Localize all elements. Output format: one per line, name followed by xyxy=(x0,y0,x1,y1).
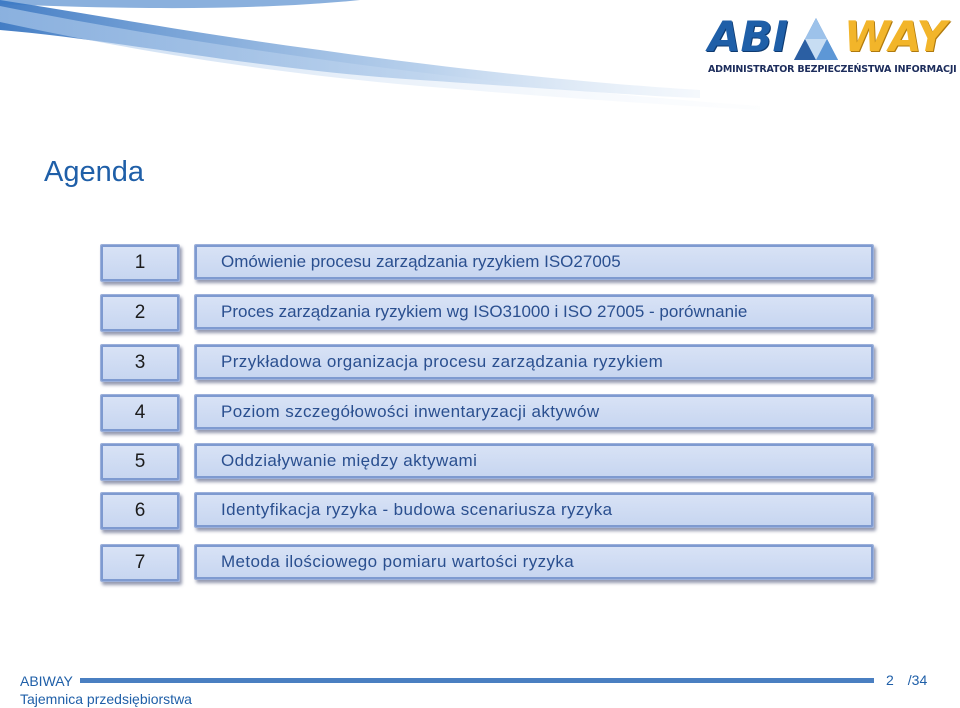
agenda-row-2 xyxy=(100,294,876,332)
agenda-number: 4 xyxy=(100,394,180,432)
agenda-item: Poziom szczegółowości inwentaryzacji aktywów xyxy=(194,394,874,430)
agenda-item: Przykładowa organizacja procesu zarządzania ryzykiem xyxy=(194,344,874,380)
footer-divider xyxy=(80,678,874,683)
agenda-item: Identyfikacja ryzyka - budowa scenariusza ryzyka xyxy=(194,492,874,528)
abiway-logo xyxy=(700,12,957,86)
logo-triangle-icon xyxy=(792,16,840,62)
slide-title: Agenda xyxy=(44,156,144,188)
agenda-number: 3 xyxy=(100,344,180,382)
agenda-row-6 xyxy=(100,492,876,530)
agenda-row-3 xyxy=(100,344,876,382)
agenda-row-7 xyxy=(100,544,876,582)
footer-confidential: Tajemnica przedsiębiorstwa xyxy=(20,691,192,707)
logo-subtitle: ADMINISTRATOR BEZPIECZEŃSTWA INFORMACJI xyxy=(708,64,957,75)
agenda-item: Metoda ilościowego pomiaru wartości ryzyka xyxy=(194,544,874,580)
page-current: 2 xyxy=(886,672,894,688)
agenda-row-5 xyxy=(100,443,876,481)
footer-brand: ABIWAY xyxy=(20,673,73,689)
agenda-row-1 xyxy=(100,244,876,282)
agenda-number: 1 xyxy=(100,244,180,282)
agenda-number: 6 xyxy=(100,492,180,530)
agenda-number: 7 xyxy=(100,544,180,582)
logo-abi-text: ABI xyxy=(708,12,789,61)
agenda-row-4 xyxy=(100,394,876,432)
agenda-number: 2 xyxy=(100,294,180,332)
agenda-item: Proces zarządzania ryzykiem wg ISO31000 i ISO 27005 - porównanie xyxy=(194,294,874,330)
page-counter xyxy=(886,672,927,688)
agenda-item: Oddziaływanie między aktywami xyxy=(194,443,874,479)
page-total: /34 xyxy=(907,672,928,688)
agenda-item: Omówienie procesu zarządzania ryzykiem ISO27005 xyxy=(194,244,874,280)
agenda-number: 5 xyxy=(100,443,180,481)
logo-way-text: WAY xyxy=(844,12,947,61)
